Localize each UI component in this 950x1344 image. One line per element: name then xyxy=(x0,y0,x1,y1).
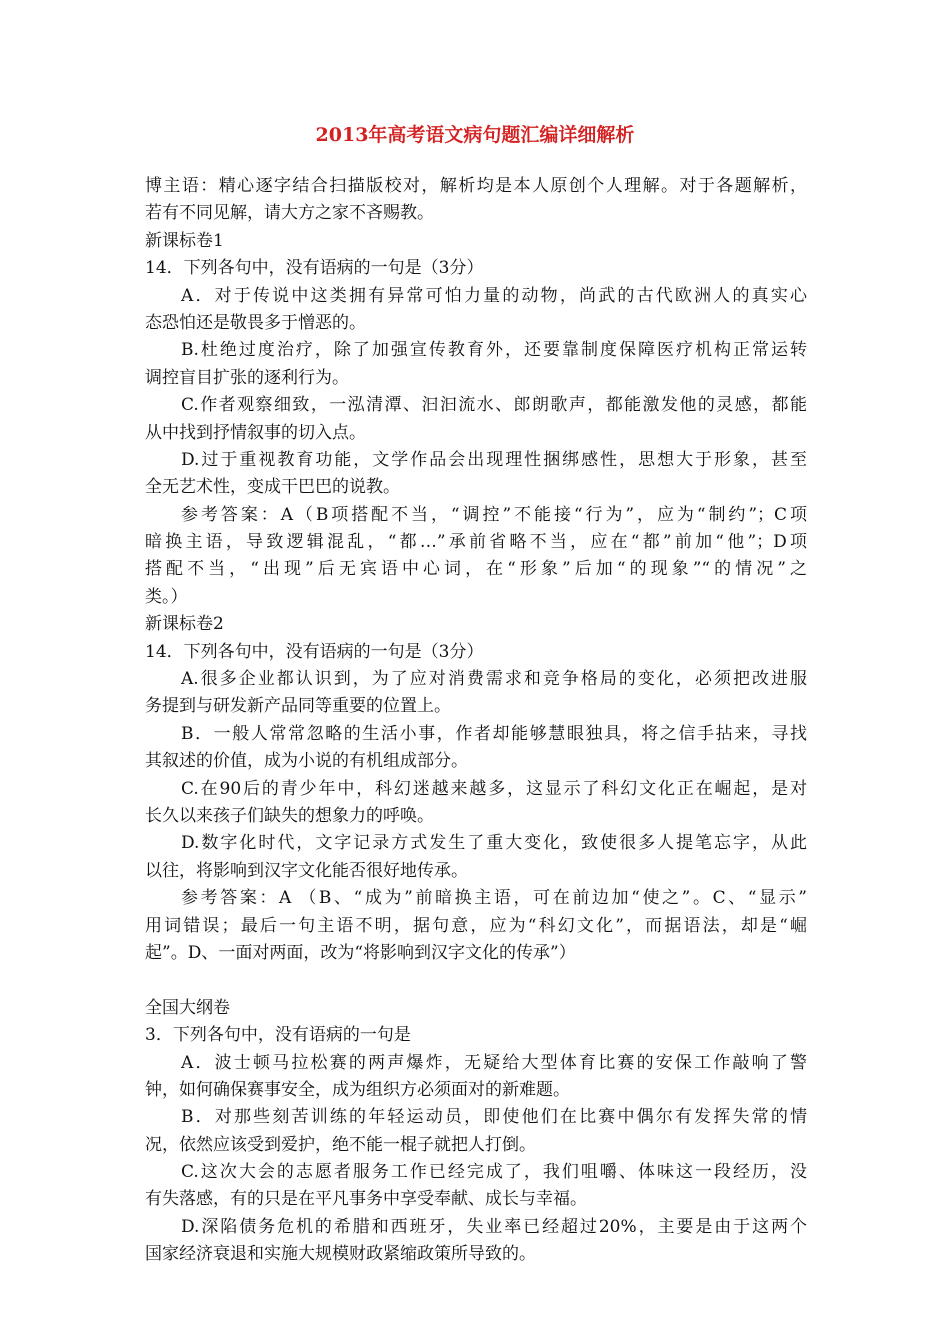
option-b-line: B.杜绝过度治疗，除了加强宣传教育外，还要靠制度保障医疗机构正常运转 xyxy=(181,340,807,361)
answer-line: 用词错误；最后一句主语不明，据句意，应为“科幻文化”，而据语法，却是“崛 xyxy=(145,915,807,936)
option-d-line: 以往，将影响到汉字文化能否很好地传承。 xyxy=(145,860,468,881)
option-c-line: 从中找到抒情叙事的切入点。 xyxy=(145,422,366,443)
section-heading: 全国大纲卷 xyxy=(145,997,230,1018)
option-a-line: 态恐怕还是敬畏多于憎恶的。 xyxy=(145,312,366,333)
question-stem: 14．下列各句中，没有语病的一句是（3分） xyxy=(145,641,484,662)
option-c-line: 长久以来孩子们缺失的想象力的呼唤。 xyxy=(145,805,434,826)
option-c-line: C.这次大会的志愿者服务工作已经完成了，我们咀嚼、体味这一段经历，没 xyxy=(181,1162,807,1183)
answer-line: 搭配不当，“出现”后无宾语中心词，在“形象”后加“的现象”“的情况”之 xyxy=(145,559,807,580)
option-d-line: 全无艺术性，变成干巴巴的说教。 xyxy=(145,477,400,498)
blank-line xyxy=(145,967,807,994)
option-a-line: A．波士顿马拉松赛的两声爆炸，无疑给大型体育比赛的安保工作敲响了警 xyxy=(181,1052,807,1073)
option-a-line: A.很多企业都认识到，为了应对消费需求和竞争格局的变化，必须把改进服 xyxy=(181,669,807,690)
question-stem: 3．下列各句中，没有语病的一句是 xyxy=(145,1025,411,1046)
answer-line: 起”。D、一面对两面，改为“将影响到汉字文化的传承”） xyxy=(145,942,576,963)
option-d-line: 国家经济衰退和实施大规模财政紧缩政策所导致的。 xyxy=(145,1244,536,1265)
answer-line: 参考答案：A（B项搭配不当，“调控”不能接“行为”，应为“制约”；C项 xyxy=(181,504,807,525)
intro-line: 博主语：精心逐字结合扫描版校对，解析均是本人原创个人理解。对于各题解析， xyxy=(145,176,807,196)
option-c-line: C.作者观察细致，一泓清潭、汩汩流水、郎朗歌声，都能激发他的灵感，都能 xyxy=(181,395,807,416)
option-a-line: 钟，如何确保赛事安全，成为组织方必须面对的新难题。 xyxy=(145,1079,570,1100)
option-d-line: D.过于重视教育功能，文学作品会出现理性捆绑感性，思想大于形象，甚至 xyxy=(181,449,807,470)
option-b-line: 况，依然应该受到爱护，绝不能一棍子就把人打倒。 xyxy=(145,1134,536,1155)
option-c-line: 有失落感，有的只是在平凡事务中享受奉献、成长与幸福。 xyxy=(145,1189,587,1210)
section-heading: 新课标卷1 xyxy=(145,230,224,251)
option-d-line: D.深陷债务危机的希腊和西班牙，失业率已经超过20%，主要是由于这两个 xyxy=(181,1216,807,1237)
document-body xyxy=(145,173,807,1269)
option-b-line: 其叙述的价值，成为小说的有机组成部分。 xyxy=(145,751,468,772)
document-title: 2013年高考语文病句题汇编详细解析 xyxy=(315,124,635,146)
answer-line: 参考答案：A （B、“成为”前暗换主语，可在前边加“使之”。C、“显示” xyxy=(181,888,807,909)
option-b-line: B．一般人常常忽略的生活小事，作者却能够慧眼独具，将之信手拈来，寻找 xyxy=(181,723,807,744)
answer-line: 暗换主语，导致逻辑混乱，“都…”承前省略不当，应在“都”前加“他”；D项 xyxy=(145,532,807,553)
option-a-line: A．对于传说中这类拥有异常可怕力量的动物，尚武的古代欧洲人的真实心 xyxy=(181,285,807,306)
section-heading: 新课标卷2 xyxy=(145,614,224,635)
option-a-line: 务提到与研发新产品同等重要的位置上。 xyxy=(145,696,451,717)
option-c-line: C.在90后的青少年中，科幻迷越来越多，这显示了科幻文化正在崛起，是对 xyxy=(181,778,807,799)
option-d-line: D.数字化时代，文字记录方式发生了重大变化，致使很多人提笔忘字，从此 xyxy=(181,833,807,854)
intro-line: 若有不同见解，请大方之家不吝赐教。 xyxy=(145,203,434,224)
option-b-line: B．对那些刻苦训练的年轻运动员，即使他们在比赛中偶尔有发挥失常的情 xyxy=(181,1107,807,1128)
question-stem: 14．下列各句中，没有语病的一句是（3分） xyxy=(145,258,484,279)
answer-line: 类。） xyxy=(145,586,188,607)
option-b-line: 调控盲目扩张的逐利行为。 xyxy=(145,367,349,388)
